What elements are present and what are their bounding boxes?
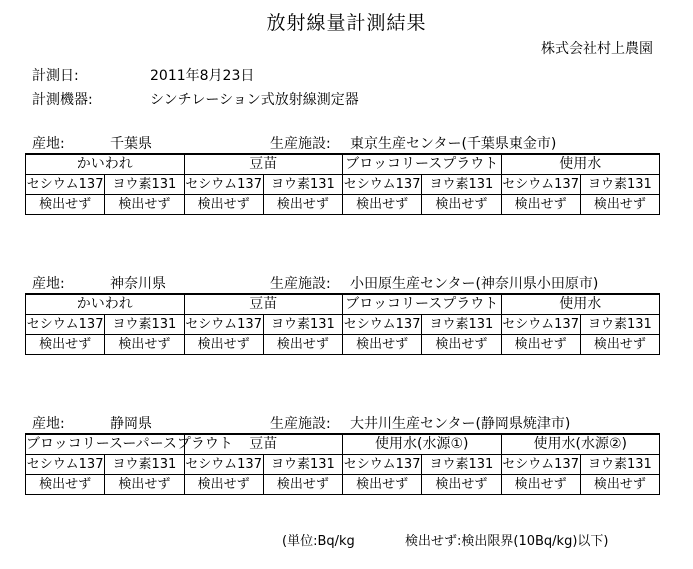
- detection-limit-note: 検出せず:検出限界(10Bq/kg)以下): [405, 534, 609, 549]
- result-cell: 検出せず: [580, 475, 659, 495]
- product-row: [26, 154, 660, 175]
- product-header: 使用水: [501, 294, 660, 315]
- result-cell: 検出せず: [580, 195, 659, 215]
- facility-label: 生産施設:: [270, 276, 331, 292]
- origin-label: 産地:: [32, 276, 65, 292]
- product-row: [26, 294, 660, 315]
- isotope-cell: セシウム137: [26, 455, 105, 475]
- product-header: 使用水(水源①): [343, 434, 502, 455]
- results-table-chiba: [25, 153, 660, 215]
- result-cell: 検出せず: [263, 195, 342, 215]
- result-cell: 検出せず: [422, 195, 501, 215]
- results-table-kanagawa: [25, 293, 660, 355]
- isotope-cell: ヨウ素131: [105, 175, 184, 195]
- result-cell: 検出せず: [26, 335, 105, 355]
- isotope-cell: ヨウ素131: [105, 315, 184, 335]
- page-title: 放射線量計測結果: [266, 12, 427, 34]
- device-label: 計測機器:: [32, 92, 93, 108]
- product-header: 豆苗: [184, 434, 343, 455]
- result-cell: 検出せず: [501, 475, 580, 495]
- product-header: 使用水: [501, 154, 660, 175]
- isotope-cell: セシウム137: [184, 175, 263, 195]
- origin-value: 神奈川県: [110, 276, 166, 292]
- origin-label: 産地:: [32, 416, 65, 432]
- isotope-cell: ヨウ素131: [263, 455, 342, 475]
- result-cell: 検出せず: [343, 195, 422, 215]
- product-header: かいわれ: [26, 154, 185, 175]
- result-cell: 検出せず: [501, 195, 580, 215]
- result-row: [26, 475, 660, 495]
- product-header: かいわれ: [26, 294, 185, 315]
- isotope-cell: セシウム137: [343, 455, 422, 475]
- isotope-cell: セシウム137: [26, 175, 105, 195]
- isotope-cell: セシウム137: [184, 315, 263, 335]
- result-cell: 検出せず: [422, 335, 501, 355]
- result-cell: 検出せず: [184, 195, 263, 215]
- facility-value: 東京生産センター(千葉県東金市): [350, 136, 557, 152]
- device-value: シンチレーション式放射線測定器: [150, 92, 359, 108]
- isotope-cell: ヨウ素131: [422, 315, 501, 335]
- result-cell: 検出せず: [501, 335, 580, 355]
- facility-label: 生産施設:: [270, 416, 331, 432]
- isotope-cell: ヨウ素131: [422, 175, 501, 195]
- isotope-cell: セシウム137: [343, 175, 422, 195]
- result-cell: 検出せず: [343, 475, 422, 495]
- date-label: 計測日:: [32, 68, 79, 84]
- product-row: [26, 434, 660, 455]
- isotope-row: [26, 315, 660, 335]
- product-header: 使用水(水源②): [501, 434, 660, 455]
- result-cell: 検出せず: [105, 195, 184, 215]
- isotope-cell: ヨウ素131: [580, 175, 659, 195]
- result-cell: 検出せず: [26, 195, 105, 215]
- product-header: ブロッコリースプラウト: [343, 294, 502, 315]
- isotope-cell: セシウム137: [343, 315, 422, 335]
- result-cell: 検出せず: [343, 335, 422, 355]
- origin-value: 静岡県: [110, 416, 152, 432]
- result-cell: 検出せず: [580, 335, 659, 355]
- product-header: 豆苗: [184, 294, 343, 315]
- product-header: ブロッコリースプラウト: [343, 154, 502, 175]
- product-header: ブロッコリースーパースプラウト: [26, 434, 185, 455]
- isotope-cell: ヨウ素131: [263, 175, 342, 195]
- isotope-cell: セシウム137: [501, 315, 580, 335]
- result-cell: 検出せず: [422, 475, 501, 495]
- isotope-cell: ヨウ素131: [580, 455, 659, 475]
- isotope-cell: セシウム137: [184, 455, 263, 475]
- result-cell: 検出せず: [105, 335, 184, 355]
- isotope-cell: ヨウ素131: [105, 455, 184, 475]
- isotope-cell: ヨウ素131: [580, 315, 659, 335]
- isotope-cell: セシウム137: [501, 175, 580, 195]
- result-cell: 検出せず: [184, 335, 263, 355]
- result-cell: 検出せず: [184, 475, 263, 495]
- date-value: 2011年8月23日: [150, 68, 255, 84]
- isotope-cell: セシウム137: [26, 315, 105, 335]
- result-cell: 検出せず: [263, 475, 342, 495]
- unit-note: (単位:Bq/kg: [282, 534, 355, 549]
- facility-label: 生産施設:: [270, 136, 331, 152]
- facility-value: 小田原生産センター(神奈川県小田原市): [350, 276, 599, 292]
- facility-value: 大井川生産センター(静岡県焼津市): [350, 416, 571, 432]
- isotope-cell: ヨウ素131: [422, 455, 501, 475]
- result-cell: 検出せず: [105, 475, 184, 495]
- result-row: [26, 195, 660, 215]
- result-row: [26, 335, 660, 355]
- product-header: 豆苗: [184, 154, 343, 175]
- isotope-row: [26, 175, 660, 195]
- result-cell: 検出せず: [263, 335, 342, 355]
- result-cell: 検出せず: [26, 475, 105, 495]
- results-table-shizuoka: [25, 433, 660, 495]
- isotope-cell: セシウム137: [501, 455, 580, 475]
- origin-label: 産地:: [32, 136, 65, 152]
- isotope-cell: ヨウ素131: [263, 315, 342, 335]
- company-name: 株式会社村上農園: [541, 41, 653, 57]
- origin-value: 千葉県: [110, 136, 152, 152]
- isotope-row: [26, 455, 660, 475]
